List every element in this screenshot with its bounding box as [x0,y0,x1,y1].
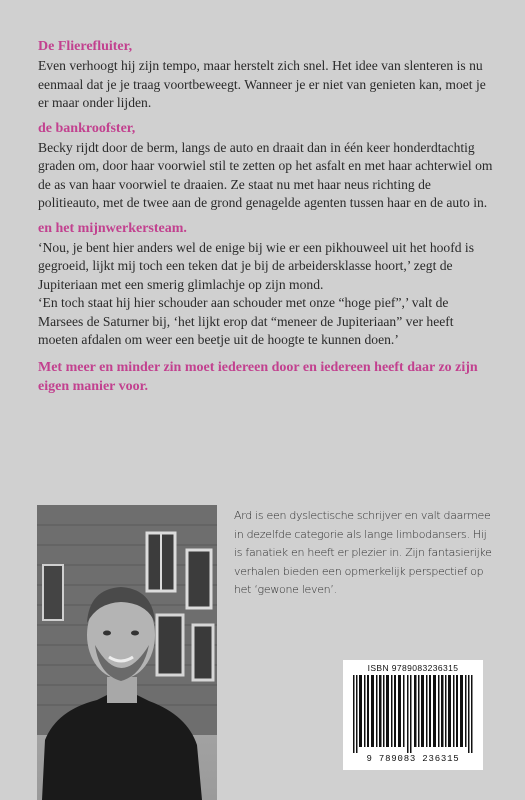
section-mijnwerkersteam [38,220,493,350]
section-paragraph: Becky rijdt door de berm, langs de auto en draait dan in één keer honderdtachtig graden om, door haar voorwiel stil te zetten op het asfalt en met haar achterwiel om de as van haar voorwiel te draaien. Ze staat nu met haar neus richting de politieauto, met de twee aan de grond genagelde agenten tussen haar en de auto in. [38,139,493,210]
section-bankroofster [38,120,493,213]
section-paragraph: Even verhoogt hij zijn tempo, maar herstelt zich snel. Het idee van slenteren is nu eenmaal dat je je traag voortbeweegt. Wanneer je er niet van genieten kan, moet je er maar onder lijden. [38,58,486,110]
closing-tagline: Met meer en minder zin moet iedereen door en iedereen heeft daar zo zijn eigen manier voor. [38,359,478,394]
isbn-label: ISBN 9789083236315 [367,663,459,673]
excerpt-text [38,38,493,396]
section-flierefluiter [38,38,493,113]
section-heading: en het mijnwerkersteam. [38,220,187,236]
section-heading: De Flierefluiter, [38,39,133,54]
author-photo [37,505,217,800]
section-heading: de bankroofster, [38,120,136,136]
section-paragraph: ‘Nou, je bent hier anders wel de enige bij wie er een pikhouweel uit het hoofd is gegroeid, lijkt mij toch een teken dat je bij de arbeidersklasse hoort,’ zegt de Jupiteriaan met een smerig glimlachje op zijn mond. [38,239,474,292]
barcode-bars [349,675,477,753]
isbn-digits: 9 789083 236315 [366,754,460,764]
author-bio: Ard is een dyslectische schrijver en valt daarmee in dezelfde categorie als lange limbodansers. Hij is fanatiek en heeft er plezier in. Zijn fantasierijke verhalen bieden een opmerkelijk perspectief op het ‘gewone leven’. [234,509,492,597]
section-paragraph: ‘En toch staat hij hier schouder aan schouder met onze “hoge pief”,’ valt de Marsees de Saturner bij, ‘het lijkt erop dat “meneer de Jupiteriaan” ver heeft moeten afdalen om weer een beetje uit de hoogte te kunnen doen.’ [38,295,454,347]
isbn-barcode [343,660,483,770]
